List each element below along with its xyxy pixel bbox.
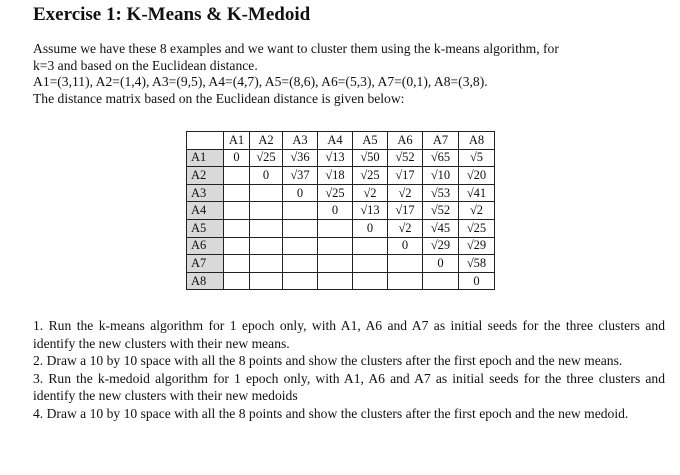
column-header: A2 [250, 132, 283, 150]
matrix-row [187, 272, 495, 290]
distance-cell: √65 [423, 149, 459, 167]
distance-cell: √17 [388, 167, 423, 185]
exercise-title: Exercise 1: K-Means & K-Medoid [33, 4, 311, 25]
distance-cell: 0 [283, 184, 318, 202]
matrix-row [187, 184, 495, 202]
distance-cell [250, 202, 283, 220]
matrix-row [187, 237, 495, 255]
distance-cell [224, 272, 250, 290]
distance-cell: √10 [423, 167, 459, 185]
distance-cell: √50 [353, 149, 388, 167]
distance-cell: √25 [318, 184, 353, 202]
distance-cell [250, 272, 283, 290]
distance-cell [224, 237, 250, 255]
header-row [187, 132, 495, 150]
distance-cell [283, 255, 318, 273]
distance-cell: √53 [423, 184, 459, 202]
question-item: 1. Run the k-means algorithm for 1 epoch only, with A1, A6 and A7 as initial seeds for the three clusters and identify the new clusters with their new means. [33, 318, 665, 351]
distance-cell [388, 255, 423, 273]
distance-cell: √41 [459, 184, 495, 202]
distance-cell: √20 [459, 167, 495, 185]
row-header: A2 [187, 167, 224, 185]
distance-cell [318, 255, 353, 273]
row-header: A1 [187, 149, 224, 167]
distance-cell [224, 167, 250, 185]
corner-cell [187, 132, 224, 150]
distance-cell [283, 219, 318, 237]
question-item: 4. Draw a 10 by 10 space with all the 8 points and show the clusters after the first epoch and the new medoid. [33, 405, 629, 421]
distance-cell: √17 [388, 202, 423, 220]
row-header: A7 [187, 255, 224, 273]
distance-cell: 0 [423, 255, 459, 273]
distance-cell [353, 237, 388, 255]
row-header: A5 [187, 219, 224, 237]
distance-cell: √29 [459, 237, 495, 255]
distance-cell: √2 [353, 184, 388, 202]
distance-cell: √52 [388, 149, 423, 167]
distance-cell: √2 [459, 202, 495, 220]
column-header: A6 [388, 132, 423, 150]
column-header: A8 [459, 132, 495, 150]
distance-cell [224, 255, 250, 273]
distance-cell: 0 [353, 219, 388, 237]
distance-cell [388, 272, 423, 290]
distance-cell [318, 237, 353, 255]
distance-cell: √45 [423, 219, 459, 237]
row-header: A4 [187, 202, 224, 220]
column-header: A5 [353, 132, 388, 150]
distance-cell: 0 [459, 272, 495, 290]
question-item: 2. Draw a 10 by 10 space with all the 8 points and show the clusters after the first epoch and the new means. [33, 353, 623, 368]
column-header: A1 [224, 132, 250, 150]
distance-cell [224, 202, 250, 220]
distance-cell [423, 272, 459, 290]
distance-cell: √2 [388, 219, 423, 237]
distance-cell [318, 219, 353, 237]
distance-cell [224, 219, 250, 237]
distance-cell [224, 184, 250, 202]
distance-cell: √52 [423, 202, 459, 220]
distance-cell: √25 [459, 219, 495, 237]
distance-cell: 0 [318, 202, 353, 220]
intro-line: Assume we have these 8 examples and we want to cluster them using the k-means algorithm, for [33, 41, 559, 56]
distance-cell: √2 [388, 184, 423, 202]
row-header: A6 [187, 237, 224, 255]
intro-points-line: A1=(3,11), A2=(1,4), A3=(9,5), A4=(4,7), A5=(8,6), A6=(5,3), A7=(0,1), A8=(3,8). [33, 74, 488, 89]
distance-cell [353, 255, 388, 273]
distance-matrix-table [186, 131, 495, 290]
row-header: A8 [187, 272, 224, 290]
distance-cell: √37 [283, 167, 318, 185]
matrix-row [187, 202, 495, 220]
distance-cell: 0 [388, 237, 423, 255]
distance-cell: √25 [250, 149, 283, 167]
column-header: A7 [423, 132, 459, 150]
intro-line: k=3 and based on the Euclidean distance. [33, 57, 258, 73]
column-header: A3 [283, 132, 318, 150]
distance-cell: 0 [250, 167, 283, 185]
distance-cell [283, 237, 318, 255]
matrix-row [187, 167, 495, 185]
matrix-row [187, 219, 495, 237]
distance-cell: √13 [353, 202, 388, 220]
distance-cell [250, 237, 283, 255]
distance-cell [250, 184, 283, 202]
distance-cell: 0 [224, 149, 250, 167]
column-header: A4 [318, 132, 353, 150]
distance-cell: √25 [353, 167, 388, 185]
distance-cell: √13 [318, 149, 353, 167]
distance-cell [283, 202, 318, 220]
row-header: A3 [187, 184, 224, 202]
distance-cell [250, 219, 283, 237]
question-list [33, 317, 665, 422]
intro-line: The distance matrix based on the Euclidean distance is given below: [33, 90, 405, 106]
distance-cell [283, 272, 318, 290]
distance-cell [318, 272, 353, 290]
distance-cell: √18 [318, 167, 353, 185]
matrix-row [187, 149, 495, 167]
matrix-row [187, 255, 495, 273]
distance-cell: √58 [459, 255, 495, 273]
distance-cell: √36 [283, 149, 318, 167]
question-item: 3. Run the k-medoid algorithm for 1 epoch only, with A1, A6 and A7 as initial seeds for the three clusters and identify the new clusters with their new medoids [33, 370, 665, 403]
distance-cell [250, 255, 283, 273]
distance-cell: √5 [459, 149, 495, 167]
distance-cell [353, 272, 388, 290]
distance-cell: √29 [423, 237, 459, 255]
intro-paragraph [33, 41, 673, 107]
